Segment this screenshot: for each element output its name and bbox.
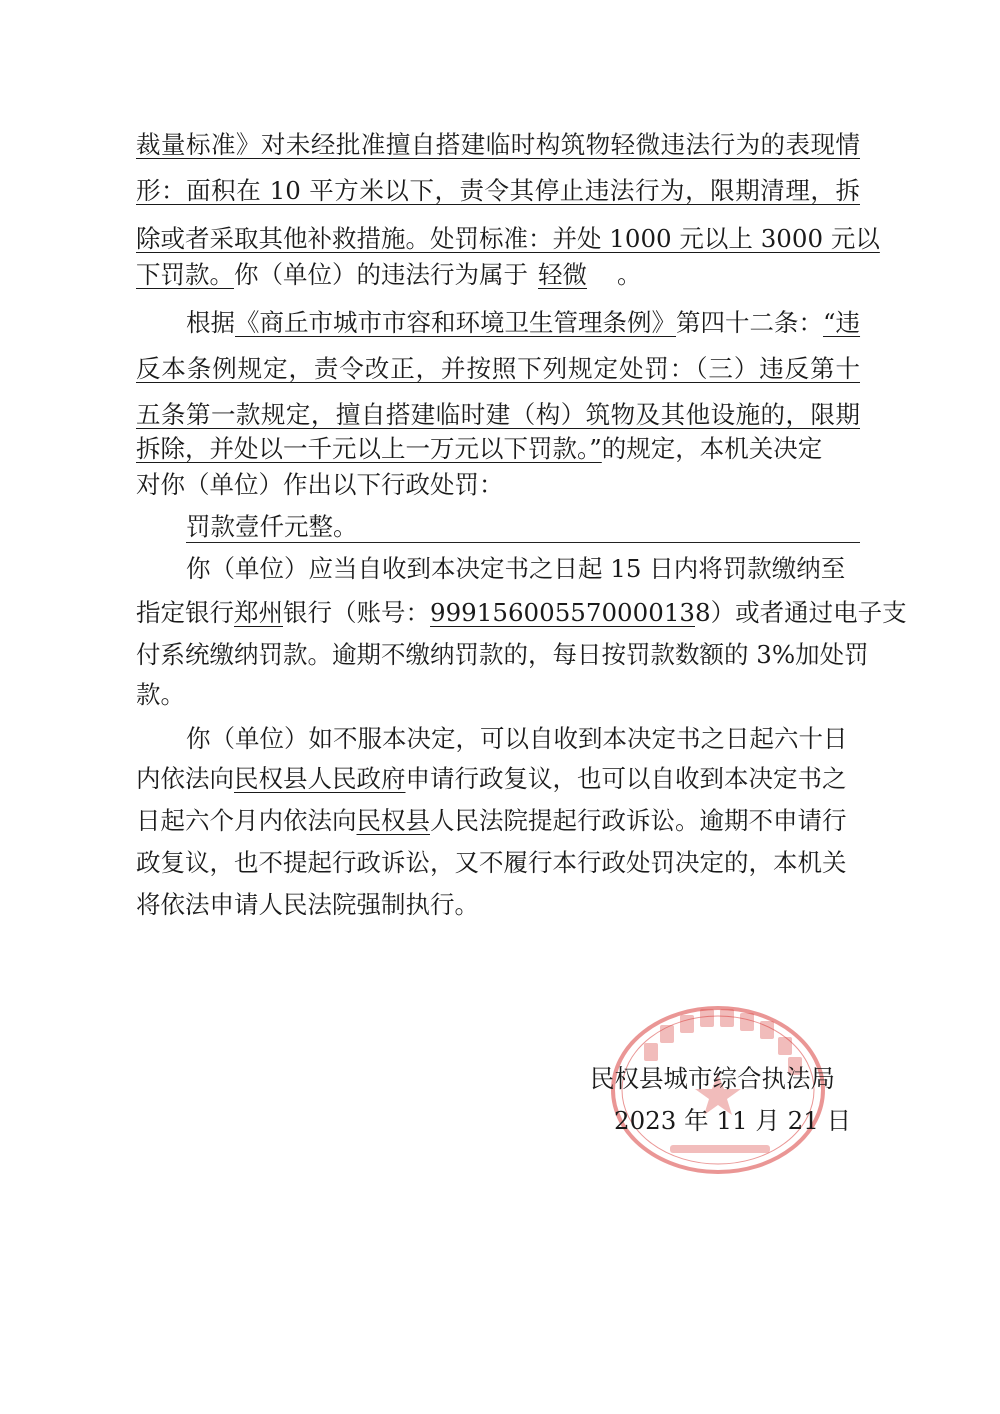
p2-line-3: 五条第一款规定，擅自搭建临时建（构）筑物及其他设施的，限期 [136, 400, 860, 429]
p4-line-1: 你（单位）如不服本决定，可以自收到本决定书之日起六十日 [186, 724, 848, 753]
account-number: 99915600557000013 [430, 598, 695, 627]
bank-name: 郑州 [234, 598, 283, 627]
p2-line-4: 拆除，并处以一千元以上一万元以下罚款。”的规定，本机关决定 [136, 434, 823, 463]
penalty-text: 罚款壹仟元整。 [186, 512, 358, 541]
regulation-title: 《商丘市城市市容和环境卫生管理条例》 [235, 308, 676, 337]
p3-line-4: 款。 [136, 680, 185, 709]
p2-line-1: 根据《商丘市城市市容和环境卫生管理条例》第四十二条：“违 [186, 308, 861, 337]
p4-line-2: 内依法向民权县人民政府申请行政复议，也可以自收到本决定书之 [136, 764, 847, 793]
p3-line-3: 付系统缴纳罚款。逾期不缴纳罚款的，每日按罚款数额的 3%加处罚 [136, 640, 869, 669]
p1-line-4: 下罚款。你（单位）的违法行为属于 轻微 。 [136, 260, 642, 289]
p4-line-3: 日起六个月内依法向民权县人民法院提起行政诉讼。逾期不申请行 [136, 806, 847, 835]
p1-line-2: 形：面积在 10 平方米以下，责令其停止违法行为，限期清理，拆 [136, 176, 860, 205]
violation-level: 轻微 [538, 260, 587, 289]
p1-line-1: 裁量标准》对未经批准擅自搭建临时构筑物轻微违法行为的表现情 [136, 130, 860, 159]
court-county: 民权县 [356, 806, 430, 835]
p4-line-5: 将依法申请人民法院强制执行。 [136, 890, 479, 919]
penalty-underline [186, 542, 860, 543]
p2-line-5: 对你（单位）作出以下行政处罚： [136, 470, 504, 499]
p3-line-1: 你（单位）应当自收到本决定书之日起 15 日内将罚款缴纳至 [186, 554, 846, 583]
p1-line-3: 除或者采取其他补救措施。处罚标准：并处 1000 元以上 3000 元以 [136, 224, 880, 253]
issuing-agency: 民权县城市综合执法局 [590, 1064, 835, 1093]
p4-line-4: 政复议，也不提起行政诉讼，又不履行本行政处罚决定的，本机关 [136, 848, 847, 877]
issue-date: 2023 年 11 月 21 日 [614, 1106, 852, 1135]
p2-line-2: 反本条例规定，责令改正，并按照下列规定处罚：（三）违反第十 [136, 354, 860, 383]
p3-line-2: 指定银行郑州银行（账号：999156005570000138）或者通过电子支 [136, 598, 907, 627]
review-authority: 民权县人民政府 [234, 764, 406, 793]
